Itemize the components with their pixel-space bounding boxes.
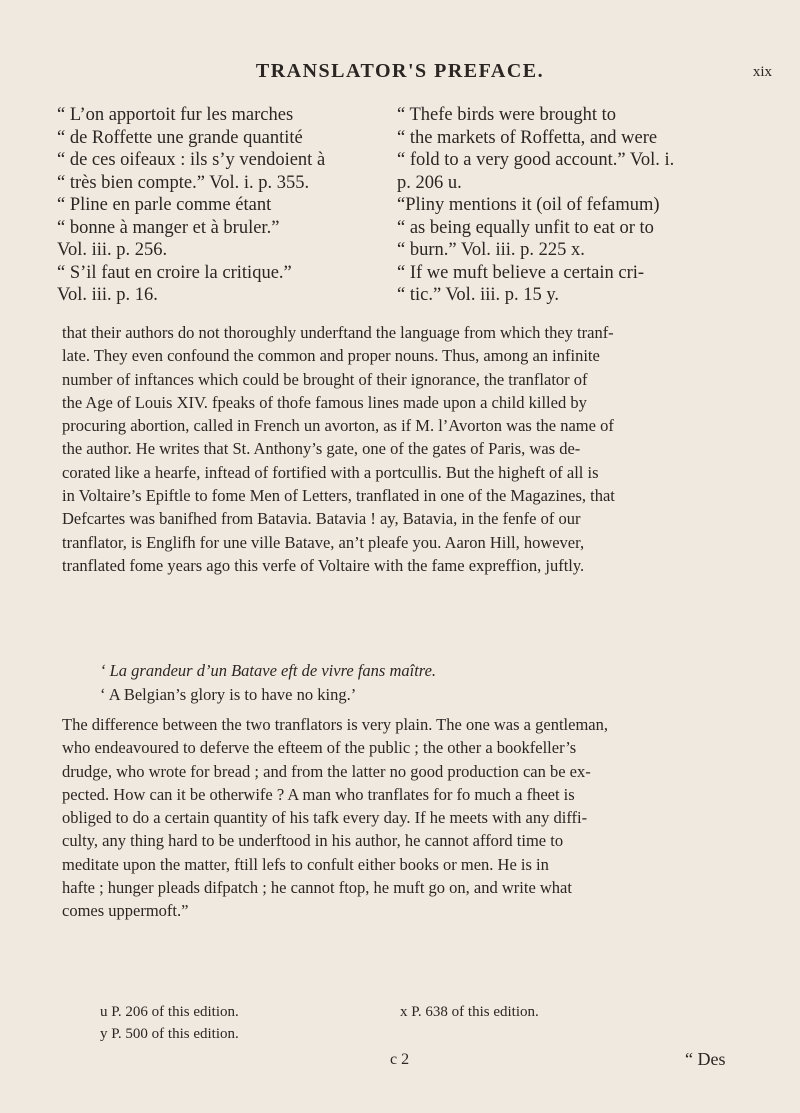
body-line: obliged to do a certain quantity of his tafk every day. If he meets with any diffi- [62, 808, 588, 828]
english-line: “ as being equally unfit to eat or to [397, 217, 654, 238]
french-line: “ S’il faut en croire la critique.” [57, 262, 292, 283]
english-column [397, 104, 749, 307]
body-line: procuring abortion, called in French un avorton, as if M. l’Avorton was the name of [62, 416, 614, 436]
body-paragraph-1 [62, 321, 762, 577]
body-line: Defcartes was banifhed from Batavia. Batavia ! ay, Batavia, in the fenfe of our [62, 509, 581, 529]
body-line: pected. How can it be otherwife ? A man who tranflates for fo much a fheet is [62, 784, 575, 804]
body-line: drudge, who wrote for bread ; and from the latter no good production can be ex- [62, 761, 591, 781]
body-line: that their authors do not thoroughly underftand the language from which they tranf- [62, 323, 614, 342]
french-line: “ de ces oifeaux : ils s’y vendoient à [57, 150, 326, 170]
english-line: “ burn.” Vol. iii. p. 225 x. [397, 240, 585, 260]
english-line: “ fold to a very good account.” Vol. i. [397, 150, 675, 170]
body-paragraph-2 [62, 713, 762, 923]
body-line: tranflated fome years ago this verfe of Voltaire with the fame expreffion, juftly. [62, 555, 585, 575]
quote-line: ‘ A Belgian’s glory is to have no king.’ [100, 685, 357, 704]
body-line: the Age of Louis XIV. fpeaks of thofe famous lines made upon a child killed by [62, 392, 587, 412]
body-line: comes uppermoft.” [62, 901, 189, 921]
body-line: The difference between the two tranflators is very plain. The one was a gentleman, [62, 715, 608, 734]
french-line: “ très bien compte.” Vol. i. p. 355. [57, 172, 310, 193]
page-number: xix [752, 64, 772, 80]
verse-quotation [100, 659, 740, 707]
english-line: “ tic.” Vol. iii. p. 15 y. [397, 285, 560, 305]
footnote-x: x P. 638 of this edition. [400, 1004, 539, 1020]
footnote-y: y P. 500 of this edition. [100, 1026, 239, 1042]
signature-mark: c 2 [390, 1051, 410, 1068]
catchword: “ Des [685, 1049, 726, 1069]
body-line: late. They even confound the common and proper nouns. Thus, among an infinite [62, 346, 600, 366]
french-column [57, 104, 377, 307]
body-line: in Voltaire’s Epiftle to fome Men of Letters, tranflated in one of the Magazines, that [62, 486, 615, 506]
body-line: culty, any thing hard to be underftood in his author, he cannot afford time to [62, 831, 564, 851]
body-line: hafte ; hunger pleads difpatch ; he cannot ftop, he muft go on, and write what [62, 878, 572, 898]
english-line: “ Thefe birds were brought to [397, 105, 617, 125]
french-line: “ L’on apportoit fur les marches [57, 105, 294, 125]
page-title: TRANSLATOR'S PREFACE. [255, 60, 545, 82]
footnote-u: u P. 206 of this edition. [100, 1004, 239, 1020]
english-line: “ If we muft believe a certain cri- [397, 262, 645, 283]
french-line: “ bonne à manger et à bruler.” [57, 217, 280, 238]
parallel-columns [57, 104, 757, 318]
body-line: the author. He writes that St. Anthony’s gate, one of the gates of Paris, was de- [62, 439, 581, 459]
quote-line: ‘ La grandeur d’un Batave eft de vivre fans maître. [100, 661, 437, 680]
french-line: “ de Roffette une grande quantité [57, 127, 303, 148]
french-line: “ Pline en parle comme étant [57, 195, 272, 215]
running-header [0, 60, 800, 94]
english-line: “ the markets of Roffetta, and were [397, 127, 658, 148]
english-line: “Pliny mentions it (oil of fefamum) [397, 195, 660, 215]
french-line: Vol. iii. p. 16. [57, 285, 158, 305]
body-line: who endeavoured to deferve the efteem of the public ; the other a bookfeller’s [62, 738, 577, 758]
body-line: meditate upon the matter, ftill lefs to confult either books or men. He is in [62, 854, 549, 874]
french-line: Vol. iii. p. 256. [57, 240, 168, 260]
english-line: p. 206 u. [397, 172, 462, 193]
body-line: tranflator, is Englifh for une ville Batave, an’t pleafe you. Aaron Hill, however, [62, 532, 585, 552]
body-line: number of inftances which could be brought of their ignorance, the tranflator of [62, 369, 588, 389]
body-line: corated like a hearfe, inftead of fortified with a portcullis. But the higheft of all is [62, 462, 599, 482]
